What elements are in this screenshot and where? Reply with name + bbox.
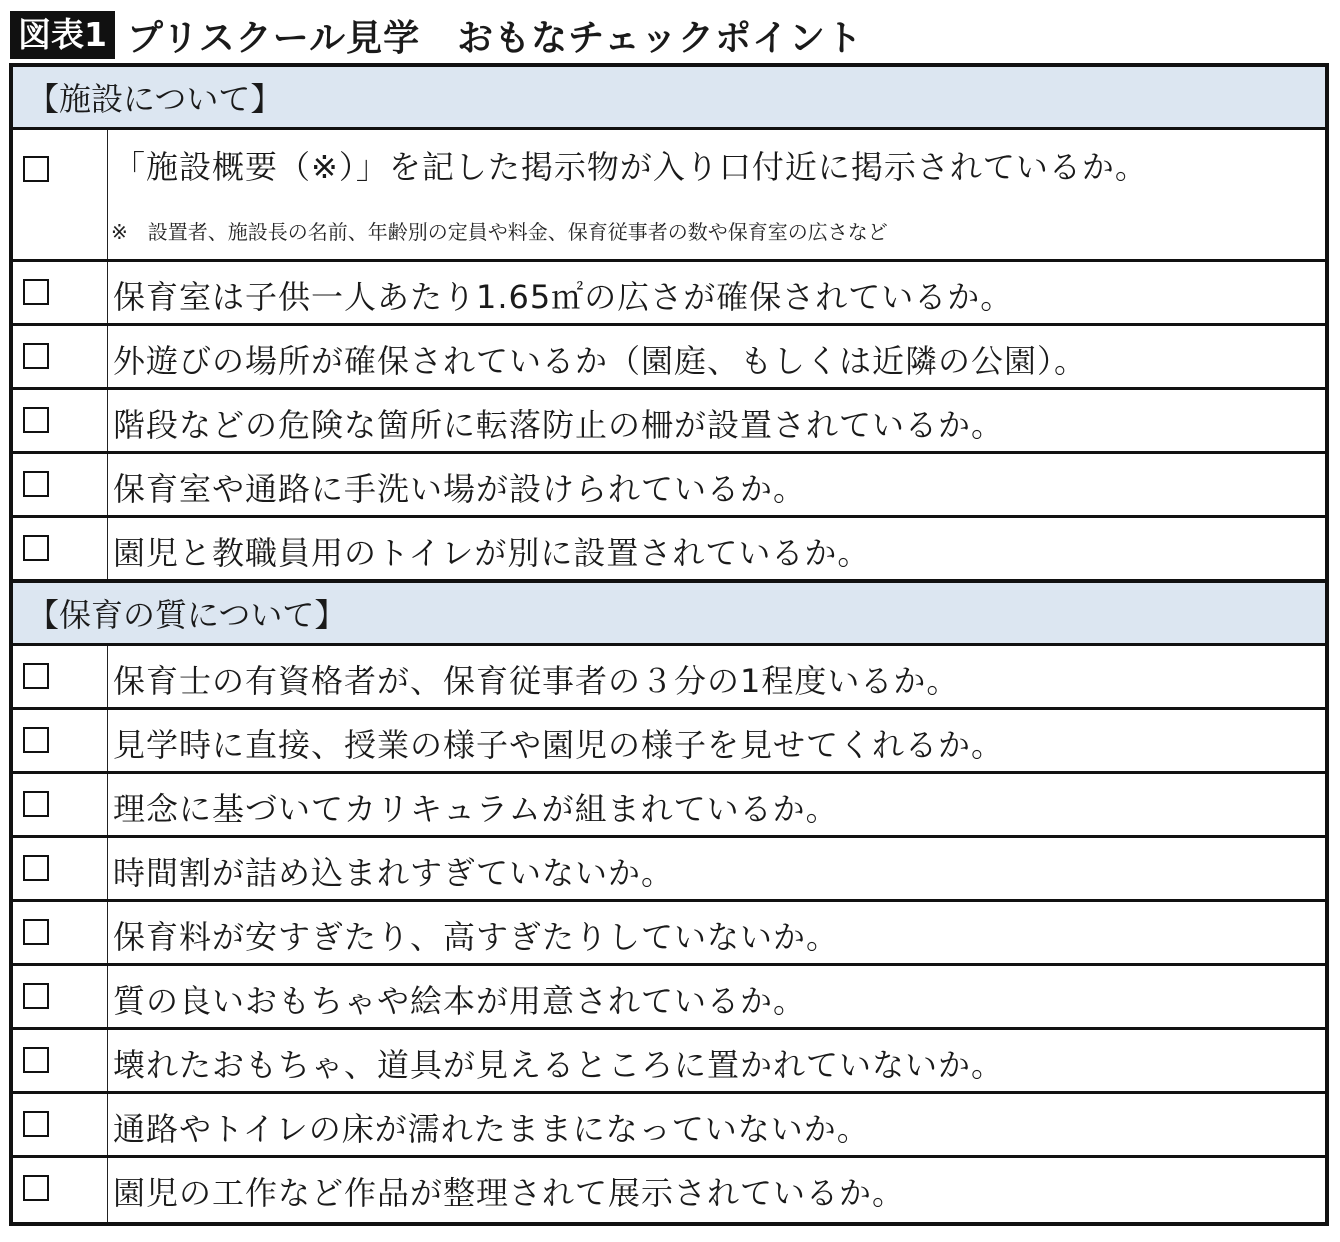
checkbox[interactable] [23, 727, 49, 753]
checklist-row [13, 451, 1325, 515]
checkbox[interactable] [23, 1111, 49, 1137]
checkbox[interactable] [23, 471, 49, 497]
section-heading-text: 【保育の質について】 [27, 596, 347, 634]
checkbox[interactable] [23, 983, 49, 1009]
checkbox-cell [13, 390, 108, 451]
checklist-row [13, 1027, 1325, 1091]
checklist-item-text: 園児と教職員用のトイレが別に設置されているか。 [113, 534, 871, 572]
checklist-row [13, 899, 1325, 963]
checkbox[interactable] [23, 1175, 49, 1201]
checkbox-cell [13, 1030, 108, 1091]
checkbox-cell [13, 1094, 108, 1155]
checklist-item-text: 保育士の有資格者が、保育従事者の３分の1程度いるか。 [113, 662, 960, 700]
checklist-row [13, 835, 1325, 899]
checklist-item-text: 保育室は子供一人あたり1.65㎡の広さが確保されているか。 [113, 278, 1014, 316]
section-heading-facility [13, 67, 1325, 127]
figure-label: 図表1 [10, 11, 115, 59]
checkbox-cell [13, 838, 108, 899]
checklist-item-note: ※ 設置者、施設長の名前、年齢別の定員や料金、保育従事者の数や保育室の広さなど [111, 220, 888, 244]
figure-header [10, 10, 863, 60]
checkbox-cell [13, 518, 108, 579]
checklist-item-text: 壊れたおもちゃ、道具が見えるところに置かれていないか。 [113, 1046, 1005, 1084]
checkbox[interactable] [23, 855, 49, 881]
checklist-item-text: 階段などの危険な箇所に転落防止の柵が設置されているか。 [113, 406, 1005, 444]
checkbox-cell [13, 130, 108, 259]
checkbox[interactable] [23, 535, 49, 561]
checklist-row [13, 707, 1325, 771]
checkbox-cell [13, 326, 108, 387]
checkbox[interactable] [23, 791, 49, 817]
checklist-row [13, 643, 1325, 707]
checklist-item-text: 園児の工作など作品が整理されて展示されているか。 [113, 1174, 906, 1212]
checkbox-cell [13, 902, 108, 963]
checklist-row [13, 1091, 1325, 1155]
checkbox-cell [13, 454, 108, 515]
checklist-row [13, 259, 1325, 323]
checkbox-cell [13, 966, 108, 1027]
checklist-item-text: 理念に基づいてカリキュラムが組まれているか。 [113, 790, 839, 828]
checklist-row [13, 127, 1325, 259]
checkbox-cell [13, 262, 108, 323]
checklist-item-text: 「施設概要（※）」を記した掲示物が入り口付近に掲示されているか。 [113, 148, 1148, 186]
checklist-row [13, 1155, 1325, 1222]
checkbox-cell [13, 774, 108, 835]
checklist-item-text: 質の良いおもちゃや絵本が用意されているか。 [113, 982, 807, 1020]
checklist-row [13, 963, 1325, 1027]
section-heading-quality [13, 579, 1325, 643]
checkbox[interactable] [23, 663, 49, 689]
checklist-item-text: 保育料が安すぎたり、高すぎたりしていないか。 [113, 918, 840, 956]
checkbox[interactable] [23, 407, 49, 433]
checklist-item-text: 時間割が詰め込まれすぎていないか。 [113, 854, 675, 892]
checklist-item-text: 保育室や通路に手洗い場が設けられているか。 [113, 470, 807, 508]
checkbox[interactable] [23, 279, 49, 305]
checklist-row [13, 771, 1325, 835]
checklist-row [13, 387, 1325, 451]
checkbox-cell [13, 646, 108, 707]
checkbox[interactable] [23, 919, 49, 945]
checklist-item-text: 通路やトイレの床が濡れたままになっていないか。 [113, 1110, 870, 1148]
figure-title: プリスクール見学 おもなチェックポイント [126, 17, 864, 59]
checklist-table [9, 63, 1329, 1226]
section-heading-text: 【施設について】 [27, 80, 283, 118]
checklist-row [13, 323, 1325, 387]
checklist-item-text: 見学時に直接、授業の様子や園児の様子を見せてくれるか。 [113, 726, 1005, 764]
checkbox-cell [13, 1158, 108, 1222]
checkbox-cell [13, 710, 108, 771]
checklist-row [13, 515, 1325, 579]
checkbox[interactable] [23, 343, 49, 369]
checklist-item-text: 外遊びの場所が確保されているか（園庭、もしくは近隣の公園）。 [113, 342, 1088, 380]
checkbox[interactable] [23, 1047, 49, 1073]
checkbox[interactable] [23, 156, 49, 182]
